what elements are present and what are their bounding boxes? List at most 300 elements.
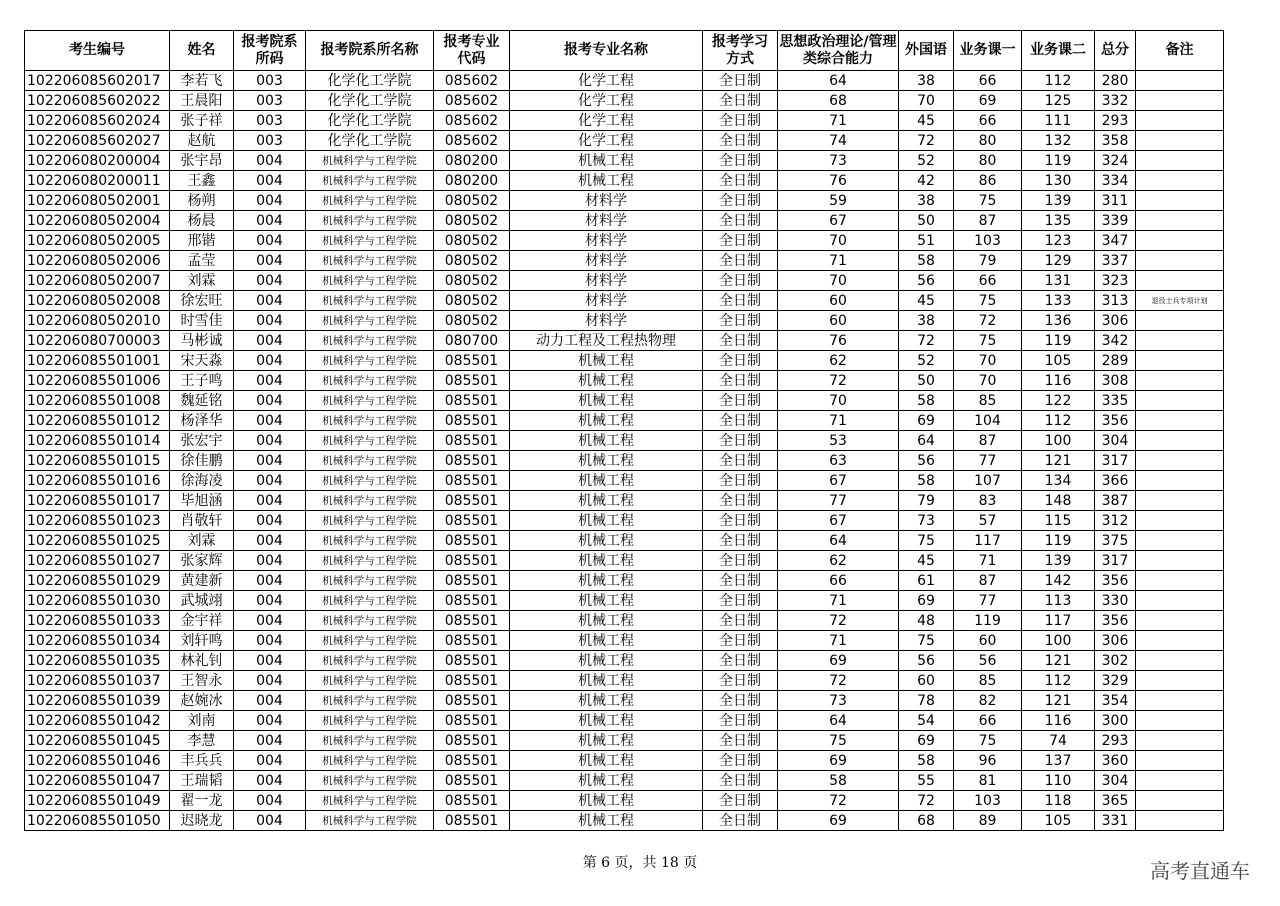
cell-foreign-language-score: 79 [899,491,954,511]
cell-subject-two-score: 117 [1022,611,1095,631]
cell-total-score: 366 [1095,471,1136,491]
cell-subject-one-score: 77 [954,591,1022,611]
cell-name: 王鑫 [170,171,234,191]
cell-foreign-language-score: 75 [899,531,954,551]
cell-dept-name: 机械科学与工程学院 [306,171,434,191]
cell-dept-code: 004 [234,551,306,571]
cell-major-name: 机械工程 [510,391,703,411]
cell-politics-score: 76 [778,331,899,351]
cell-name: 翟一龙 [170,791,234,811]
cell-subject-one-score: 87 [954,431,1022,451]
cell-politics-score: 70 [778,231,899,251]
cell-subject-two-score: 122 [1022,391,1095,411]
cell-subject-two-score: 125 [1022,91,1095,111]
cell-name: 迟晓龙 [170,811,234,831]
cell-study-mode: 全日制 [703,751,778,771]
table-row [25,251,1224,271]
cell-total-score: 331 [1095,811,1136,831]
cell-major-code: 080502 [434,271,510,291]
cell-politics-score: 60 [778,291,899,311]
cell-politics-score: 68 [778,91,899,111]
cell-candidate-id: 102206080502001 [25,191,170,211]
cell-candidate-id: 102206080200011 [25,171,170,191]
cell-study-mode: 全日制 [703,511,778,531]
cell-remark [1136,171,1224,191]
cell-name: 徐海凌 [170,471,234,491]
cell-major-code: 085501 [434,671,510,691]
cell-name: 张子祥 [170,111,234,131]
cell-study-mode: 全日制 [703,71,778,91]
cell-foreign-language-score: 61 [899,571,954,591]
cell-candidate-id: 102206085501001 [25,351,170,371]
cell-subject-one-score: 79 [954,251,1022,271]
cell-name: 刘轩鸣 [170,631,234,651]
table-row [25,371,1224,391]
cell-name: 丰兵兵 [170,751,234,771]
cell-politics-score: 71 [778,111,899,131]
cell-dept-code: 004 [234,651,306,671]
table-row [25,151,1224,171]
cell-dept-code: 004 [234,671,306,691]
cell-dept-name: 机械科学与工程学院 [306,651,434,671]
cell-subject-one-score: 70 [954,371,1022,391]
cell-total-score: 293 [1095,111,1136,131]
cell-major-name: 化学工程 [510,111,703,131]
cell-politics-score: 53 [778,431,899,451]
cell-name: 黄建新 [170,571,234,591]
cell-total-score: 356 [1095,611,1136,631]
cell-name: 时雪佳 [170,311,234,331]
cell-dept-name: 机械科学与工程学院 [306,551,434,571]
table-row [25,131,1224,151]
cell-name: 毕旭涵 [170,491,234,511]
cell-dept-code: 004 [234,451,306,471]
cell-foreign-language-score: 55 [899,771,954,791]
cell-remark [1136,451,1224,471]
cell-major-code: 085602 [434,111,510,131]
cell-total-score: 312 [1095,511,1136,531]
cell-major-name: 材料学 [510,271,703,291]
cell-major-name: 材料学 [510,291,703,311]
cell-subject-one-score: 107 [954,471,1022,491]
cell-politics-score: 72 [778,371,899,391]
cell-subject-one-score: 72 [954,311,1022,331]
cell-major-code: 085501 [434,731,510,751]
cell-name: 宋天淼 [170,351,234,371]
header-dept-code-text: 报考院系所码 [241,33,298,67]
cell-candidate-id: 102206080502005 [25,231,170,251]
cell-candidate-id: 102206085501046 [25,751,170,771]
cell-subject-two-score: 110 [1022,771,1095,791]
cell-subject-one-score: 103 [954,231,1022,251]
cell-name: 邢锴 [170,231,234,251]
table-row [25,391,1224,411]
cell-subject-two-score: 105 [1022,811,1095,831]
cell-total-score: 334 [1095,171,1136,191]
cell-major-name: 机械工程 [510,371,703,391]
cell-dept-code: 004 [234,411,306,431]
cell-subject-two-score: 130 [1022,171,1095,191]
cell-major-code: 085602 [434,71,510,91]
cell-dept-name: 机械科学与工程学院 [306,491,434,511]
cell-remark [1136,631,1224,651]
cell-dept-name: 机械科学与工程学院 [306,471,434,491]
cell-remark [1136,371,1224,391]
cell-total-score: 293 [1095,731,1136,751]
cell-candidate-id: 102206085501037 [25,671,170,691]
cell-total-score: 317 [1095,451,1136,471]
cell-foreign-language-score: 72 [899,791,954,811]
cell-study-mode: 全日制 [703,151,778,171]
cell-politics-score: 70 [778,271,899,291]
cell-study-mode: 全日制 [703,531,778,551]
cell-dept-code: 004 [234,231,306,251]
cell-subject-one-score: 66 [954,711,1022,731]
cell-study-mode: 全日制 [703,351,778,371]
cell-dept-code: 004 [234,271,306,291]
cell-major-name: 机械工程 [510,711,703,731]
cell-politics-score: 73 [778,691,899,711]
table-row [25,71,1224,91]
cell-subject-one-score: 104 [954,411,1022,431]
cell-politics-score: 64 [778,531,899,551]
cell-study-mode: 全日制 [703,311,778,331]
cell-candidate-id: 102206085501050 [25,811,170,831]
cell-dept-code: 004 [234,591,306,611]
cell-subject-two-score: 132 [1022,131,1095,151]
cell-major-name: 机械工程 [510,571,703,591]
cell-name: 刘南 [170,711,234,731]
cell-dept-code: 004 [234,791,306,811]
cell-name: 李慧 [170,731,234,751]
cell-dept-code: 004 [234,571,306,591]
cell-name: 金宇祥 [170,611,234,631]
cell-major-name: 机械工程 [510,671,703,691]
header-subject-two: 业务课二 [1022,31,1095,71]
cell-total-score: 339 [1095,211,1136,231]
cell-dept-code: 003 [234,131,306,151]
cell-major-code: 085602 [434,91,510,111]
cell-name: 张宇昂 [170,151,234,171]
cell-total-score: 302 [1095,651,1136,671]
cell-major-name: 机械工程 [510,791,703,811]
table-row [25,671,1224,691]
cell-study-mode: 全日制 [703,411,778,431]
cell-foreign-language-score: 45 [899,551,954,571]
cell-dept-name: 机械科学与工程学院 [306,571,434,591]
cell-dept-code: 004 [234,631,306,651]
cell-dept-name: 机械科学与工程学院 [306,411,434,431]
cell-remark [1136,751,1224,771]
cell-major-name: 机械工程 [510,531,703,551]
header-foreign-language: 外国语 [899,31,954,71]
cell-foreign-language-score: 58 [899,471,954,491]
table-row [25,291,1224,311]
cell-dept-code: 004 [234,511,306,531]
cell-remark [1136,711,1224,731]
cell-dept-name: 机械科学与工程学院 [306,691,434,711]
cell-major-name: 机械工程 [510,471,703,491]
cell-foreign-language-score: 54 [899,711,954,731]
cell-total-score: 324 [1095,151,1136,171]
table-row [25,791,1224,811]
table-row [25,631,1224,651]
cell-subject-two-score: 123 [1022,231,1095,251]
cell-candidate-id: 102206080502006 [25,251,170,271]
cell-dept-code: 004 [234,171,306,191]
cell-politics-score: 62 [778,351,899,371]
cell-dept-name: 机械科学与工程学院 [306,191,434,211]
cell-politics-score: 72 [778,671,899,691]
cell-major-code: 085602 [434,131,510,151]
cell-foreign-language-score: 69 [899,731,954,751]
cell-subject-one-score: 85 [954,671,1022,691]
cell-remark [1136,251,1224,271]
cell-politics-score: 71 [778,251,899,271]
cell-foreign-language-score: 52 [899,351,954,371]
cell-dept-name: 化学化工学院 [306,91,434,111]
cell-subject-two-score: 111 [1022,111,1095,131]
cell-remark [1136,431,1224,451]
cell-dept-name: 机械科学与工程学院 [306,391,434,411]
cell-study-mode: 全日制 [703,91,778,111]
cell-name: 徐佳鹏 [170,451,234,471]
cell-total-score: 304 [1095,431,1136,451]
cell-dept-name: 机械科学与工程学院 [306,251,434,271]
header-dept-code [234,31,306,71]
cell-major-name: 材料学 [510,231,703,251]
cell-dept-code: 004 [234,491,306,511]
cell-remark [1136,311,1224,331]
cell-foreign-language-score: 42 [899,171,954,191]
cell-dept-code: 004 [234,331,306,351]
cell-foreign-language-score: 50 [899,371,954,391]
cell-foreign-language-score: 51 [899,231,954,251]
cell-major-name: 材料学 [510,191,703,211]
cell-study-mode: 全日制 [703,131,778,151]
cell-foreign-language-score: 69 [899,411,954,431]
page-number: 第 6 页，共 18 页 [582,855,698,871]
cell-foreign-language-score: 70 [899,91,954,111]
cell-subject-one-score: 119 [954,611,1022,631]
table-row [25,611,1224,631]
cell-name: 王子鸣 [170,371,234,391]
cell-subject-two-score: 139 [1022,551,1095,571]
cell-remark [1136,531,1224,551]
header-subject-one: 业务课一 [954,31,1022,71]
table-row [25,331,1224,351]
cell-dept-code: 004 [234,351,306,371]
cell-politics-score: 76 [778,171,899,191]
cell-candidate-id: 102206085501017 [25,491,170,511]
cell-candidate-id: 102206085501047 [25,771,170,791]
cell-candidate-id: 102206085501042 [25,711,170,731]
cell-dept-code: 004 [234,191,306,211]
cell-dept-name: 机械科学与工程学院 [306,231,434,251]
cell-foreign-language-score: 38 [899,71,954,91]
cell-study-mode: 全日制 [703,191,778,211]
cell-total-score: 356 [1095,571,1136,591]
table-row [25,731,1224,751]
cell-dept-code: 004 [234,151,306,171]
cell-major-name: 材料学 [510,211,703,231]
cell-name: 魏延铭 [170,391,234,411]
cell-study-mode: 全日制 [703,651,778,671]
cell-remark [1136,71,1224,91]
cell-dept-name: 机械科学与工程学院 [306,371,434,391]
cell-name: 张家辉 [170,551,234,571]
cell-remark [1136,471,1224,491]
table-row [25,111,1224,131]
cell-remark [1136,191,1224,211]
cell-politics-score: 66 [778,571,899,591]
cell-dept-code: 004 [234,751,306,771]
cell-dept-code: 004 [234,471,306,491]
cell-candidate-id: 102206085501039 [25,691,170,711]
cell-study-mode: 全日制 [703,111,778,131]
cell-total-score: 313 [1095,291,1136,311]
cell-subject-two-score: 112 [1022,671,1095,691]
header-study-mode-text: 报考学习方式 [712,33,768,67]
table-row [25,471,1224,491]
cell-candidate-id: 102206085602027 [25,131,170,151]
cell-foreign-language-score: 64 [899,431,954,451]
cell-study-mode: 全日制 [703,571,778,591]
table-row [25,591,1224,611]
table-row [25,91,1224,111]
cell-dept-code: 004 [234,391,306,411]
table-row [25,531,1224,551]
cell-major-name: 机械工程 [510,411,703,431]
cell-subject-one-score: 80 [954,131,1022,151]
cell-foreign-language-score: 58 [899,251,954,271]
table-row [25,191,1224,211]
cell-major-code: 085501 [434,411,510,431]
cell-study-mode: 全日制 [703,491,778,511]
cell-name: 孟莹 [170,251,234,271]
cell-subject-two-score: 133 [1022,291,1095,311]
cell-major-code: 085501 [434,531,510,551]
cell-study-mode: 全日制 [703,591,778,611]
table-body [25,71,1224,831]
cell-remark [1136,611,1224,631]
cell-subject-two-score: 105 [1022,351,1095,371]
cell-remark [1136,491,1224,511]
cell-politics-score: 69 [778,651,899,671]
cell-major-name: 机械工程 [510,431,703,451]
cell-politics-score: 67 [778,211,899,231]
cell-major-name: 机械工程 [510,511,703,531]
cell-foreign-language-score: 58 [899,391,954,411]
cell-total-score: 365 [1095,791,1136,811]
cell-major-code: 085501 [434,751,510,771]
cell-politics-score: 75 [778,731,899,751]
cell-dept-name: 机械科学与工程学院 [306,451,434,471]
cell-remark [1136,731,1224,751]
cell-total-score: 323 [1095,271,1136,291]
cell-subject-one-score: 89 [954,811,1022,831]
cell-dept-code: 004 [234,811,306,831]
cell-total-score: 330 [1095,591,1136,611]
cell-subject-two-score: 148 [1022,491,1095,511]
cell-subject-one-score: 56 [954,651,1022,671]
cell-politics-score: 74 [778,131,899,151]
cell-dept-code: 004 [234,251,306,271]
cell-politics-score: 69 [778,811,899,831]
cell-subject-one-score: 69 [954,91,1022,111]
cell-dept-name: 机械科学与工程学院 [306,811,434,831]
cell-total-score: 332 [1095,91,1136,111]
header-name: 姓名 [170,31,234,71]
cell-subject-one-score: 75 [954,291,1022,311]
cell-candidate-id: 102206085501025 [25,531,170,551]
cell-dept-code: 003 [234,91,306,111]
cell-foreign-language-score: 72 [899,331,954,351]
cell-foreign-language-score: 48 [899,611,954,631]
cell-study-mode: 全日制 [703,691,778,711]
cell-politics-score: 70 [778,391,899,411]
cell-dept-code: 004 [234,691,306,711]
cell-major-name: 机械工程 [510,691,703,711]
cell-politics-score: 73 [778,151,899,171]
cell-study-mode: 全日制 [703,731,778,751]
cell-politics-score: 71 [778,631,899,651]
cell-subject-two-score: 119 [1022,531,1095,551]
cell-total-score: 337 [1095,251,1136,271]
cell-politics-score: 59 [778,191,899,211]
cell-dept-name: 化学化工学院 [306,131,434,151]
cell-dept-code: 004 [234,211,306,231]
cell-candidate-id: 102206085501027 [25,551,170,571]
cell-dept-name: 机械科学与工程学院 [306,151,434,171]
cell-politics-score: 63 [778,451,899,471]
cell-candidate-id: 102206080502007 [25,271,170,291]
cell-remark [1136,691,1224,711]
cell-dept-name: 化学化工学院 [306,111,434,131]
table-row [25,271,1224,291]
cell-major-code: 085501 [434,651,510,671]
table-row [25,491,1224,511]
cell-total-score: 342 [1095,331,1136,351]
cell-remark [1136,811,1224,831]
cell-subject-two-score: 131 [1022,271,1095,291]
cell-dept-code: 004 [234,311,306,331]
cell-subject-one-score: 81 [954,771,1022,791]
cell-foreign-language-score: 56 [899,451,954,471]
header-major-code [434,31,510,71]
cell-study-mode: 全日制 [703,291,778,311]
cell-dept-name: 机械科学与工程学院 [306,211,434,231]
cell-candidate-id: 102206085501035 [25,651,170,671]
cell-remark [1136,671,1224,691]
cell-total-score: 329 [1095,671,1136,691]
cell-name: 王瑞韬 [170,771,234,791]
cell-politics-score: 62 [778,551,899,571]
cell-subject-one-score: 71 [954,551,1022,571]
cell-name: 马彬诚 [170,331,234,351]
cell-subject-two-score: 142 [1022,571,1095,591]
cell-remark [1136,331,1224,351]
cell-study-mode: 全日制 [703,771,778,791]
cell-remark [1136,111,1224,131]
cell-subject-one-score: 70 [954,351,1022,371]
cell-subject-two-score: 74 [1022,731,1095,751]
cell-subject-two-score: 136 [1022,311,1095,331]
cell-remark [1136,651,1224,671]
cell-major-code: 080502 [434,291,510,311]
cell-dept-name: 机械科学与工程学院 [306,771,434,791]
cell-name: 张宏宇 [170,431,234,451]
